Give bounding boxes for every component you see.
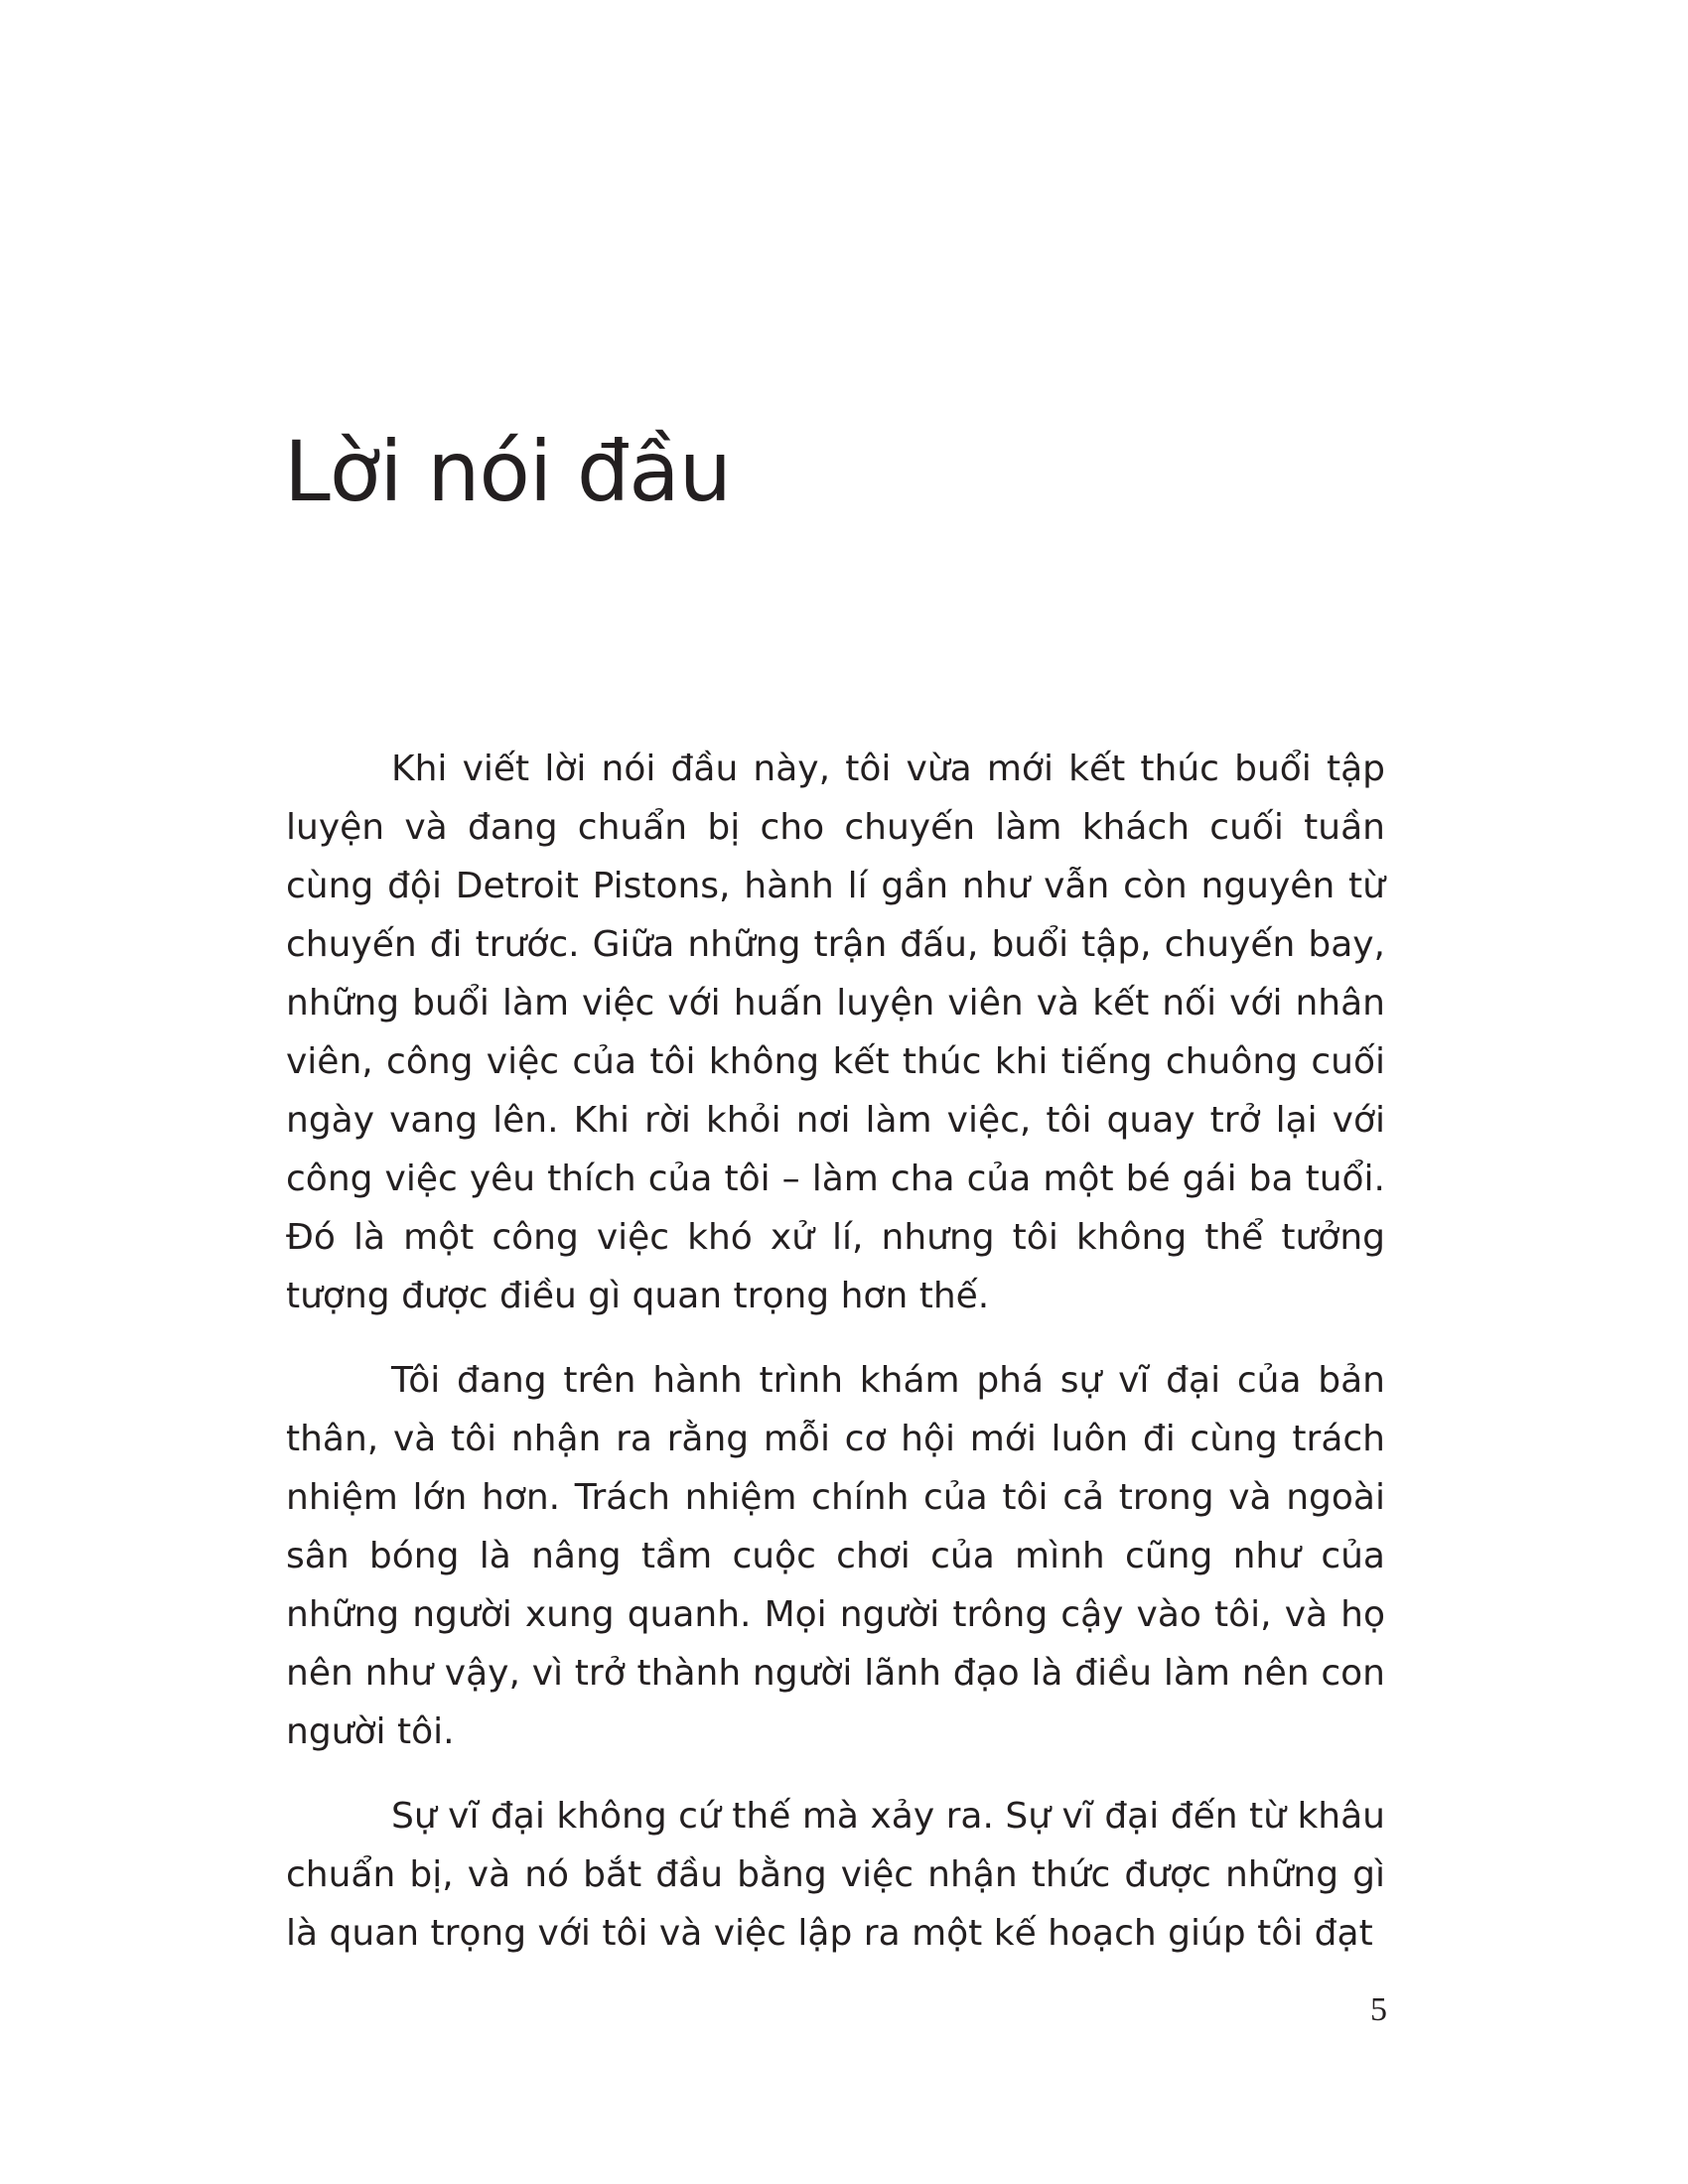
paragraph: Sự vĩ đại không cứ thế mà xảy ra. Sự vĩ đại đến từ khâu chuẩn bị, và nó bắt đầu bằng việc nhận thức được những gì là quan trọng với tôi và việc lập ra một kế hoạch giúp tôi đạt — [286, 1796, 1385, 1954]
body-text — [286, 740, 1385, 1988]
paragraph: Tôi đang trên hành trình khám phá sự vĩ đại của bản thân, và tôi nhận ra rằng mỗi cơ hội mới luôn đi cùng trách nhiệm lớn hơn. Trách nhiệm chính của tôi cả trong và ngoài sân bóng là nâng tầm cuộc chơi của mình cũng như của những người xung quanh. Mọi người trông cậy vào tôi, và họ nên như vậy, vì trở thành người lãnh đạo là điều làm nên con người tôi. — [286, 1360, 1385, 1752]
page-number: 5 — [1370, 1991, 1387, 2028]
paragraph: Khi viết lời nói đầu này, tôi vừa mới kết thúc buổi tập luyện và đang chuẩn bị cho chuyến làm khách cuối tuần cùng đội Detroit Pistons, hành lí gần như vẫn còn nguyên từ chuyến đi trước. Giữa những trận đấu, buổi tập, chuyến bay, những buổi làm việc với huấn luyện viên và kết nối với nhân viên, công việc của tôi không kết thúc khi tiếng chuông cuối ngày vang lên. Khi rời khỏi nơi làm việc, tôi quay trở lại với công việc yêu thích của tôi – làm cha của một bé gái ba tuổi. Đó là một công việc khó xử lí, nhưng tôi không thể tưởng tượng được điều gì quan trọng hơn thế. — [286, 749, 1385, 1316]
chapter-title: Lời nói đầu — [284, 423, 731, 520]
